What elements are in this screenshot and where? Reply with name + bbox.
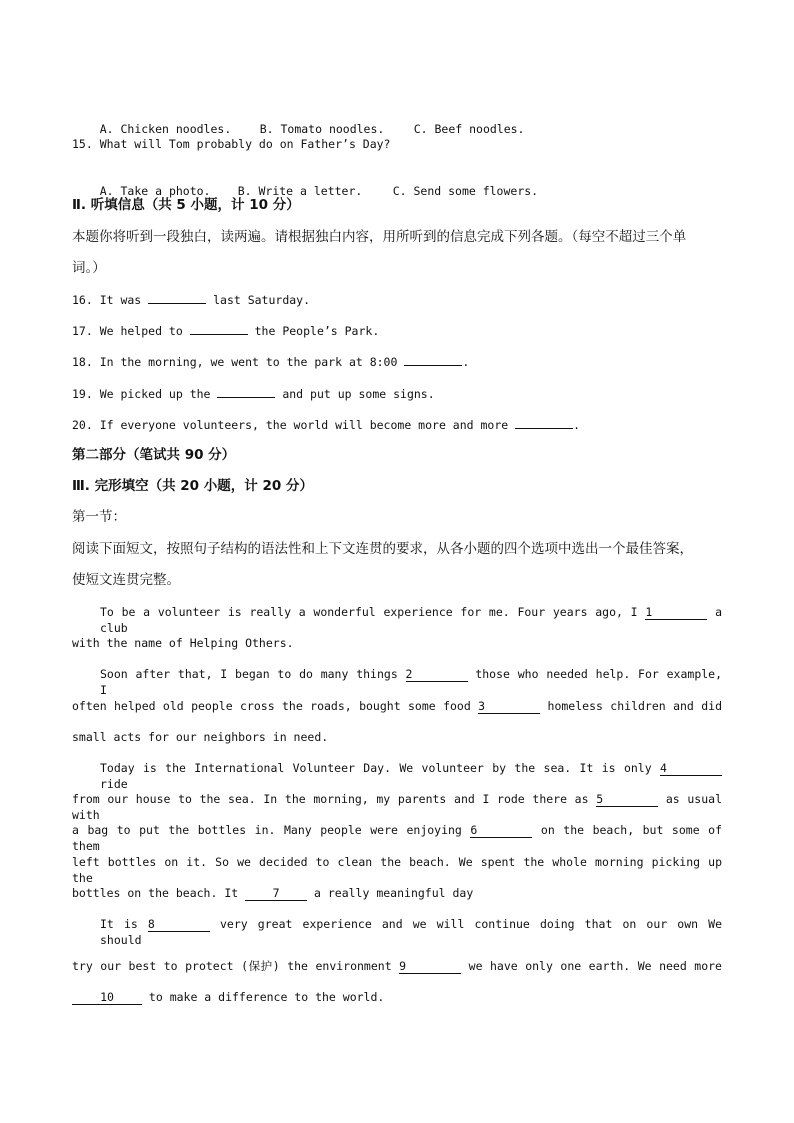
question-16 bbox=[72, 292, 310, 308]
answer-blank-17[interactable] bbox=[190, 334, 248, 335]
q15-option-b: B. Write a letter. bbox=[237, 184, 363, 198]
cloze-blank-10[interactable]: 10 bbox=[72, 990, 142, 1005]
passage-line bbox=[72, 958, 722, 974]
question-18-text-end: . bbox=[462, 355, 470, 369]
q15-option-c: C. Send some flowers. bbox=[392, 184, 539, 198]
passage-text: try our best to protect (保护) the environment bbox=[72, 959, 400, 973]
q14-option-c: C. Beef noodles. bbox=[413, 122, 525, 136]
section-3-instruction-line1: 阅读下面短文，按照句子结构的语法性和上下文连贯的要求，从各小题的四个选项中选出一个最佳答案， bbox=[72, 541, 693, 557]
passage-line bbox=[72, 885, 473, 901]
part-2-heading: 第二部分（笔试共 90 分） bbox=[72, 447, 236, 463]
passage-line bbox=[100, 916, 722, 948]
section-3-subheading: 第一节： bbox=[72, 509, 126, 525]
question-17 bbox=[72, 323, 379, 339]
section-2-heading: Ⅱ. 听填信息（共 5 小题，计 10 分） bbox=[72, 197, 300, 213]
cloze-blank-4[interactable]: 4 bbox=[660, 761, 722, 776]
section-3-heading: Ⅲ. 完形填空（共 20 小题，计 20 分） bbox=[72, 478, 313, 494]
question-18 bbox=[72, 354, 469, 370]
passage-line bbox=[72, 822, 722, 854]
passage-line bbox=[72, 791, 722, 823]
question-19-text-end: and put up some signs. bbox=[275, 387, 435, 401]
passage-text: on the beach, but some of them bbox=[72, 823, 722, 853]
passage-text: Soon after that, I began to do many things bbox=[100, 667, 406, 681]
passage-line bbox=[100, 666, 722, 698]
passage-line bbox=[100, 760, 722, 792]
cloze-blank-6[interactable]: 6 bbox=[470, 823, 532, 838]
section-3-instruction-line2: 使短文连贯完整。 bbox=[72, 572, 180, 588]
passage-line bbox=[72, 698, 722, 714]
passage-text: It is bbox=[100, 917, 148, 931]
answer-blank-19[interactable] bbox=[217, 397, 275, 398]
passage-text: often helped old people cross the roads, bought some food bbox=[72, 699, 479, 713]
passage-line bbox=[100, 604, 722, 636]
cloze-blank-5[interactable]: 5 bbox=[596, 792, 658, 807]
q15-option-a: A. Take a photo. bbox=[99, 184, 211, 198]
q15-stem: 15. What will Tom probably do on Father’s Day? bbox=[72, 137, 391, 151]
cloze-blank-1[interactable]: 1 bbox=[645, 605, 707, 620]
passage-text: To be a volunteer is really a wonderful experience for me. Four years ago, I bbox=[100, 605, 646, 619]
question-19-text: 19. We picked up the bbox=[72, 387, 218, 401]
passage-line bbox=[72, 989, 384, 1005]
question-17-text-end: the People’s Park. bbox=[247, 324, 380, 338]
passage-text: a club bbox=[100, 605, 722, 635]
cloze-blank-2[interactable]: 2 bbox=[406, 667, 468, 682]
question-20-text-end: . bbox=[573, 418, 581, 432]
passage-text: as usual with bbox=[72, 792, 722, 822]
section-2-instruction-line1: 本题你将听到一段独白，读两遍。请根据独白内容，用所听到的信息完成下列各题。（每空不超过三个单 bbox=[72, 229, 687, 245]
question-20 bbox=[72, 417, 580, 433]
cloze-blank-8[interactable]: 8 bbox=[148, 917, 210, 932]
passage-text: a really meaningful day bbox=[307, 886, 474, 900]
q14-option-b: B. Tomato noodles. bbox=[259, 122, 385, 136]
passage-text: a bag to put the bottles in. Many people were enjoying bbox=[72, 823, 471, 837]
passage-text: from our house to the sea. In the morning, my parents and I rode there as bbox=[72, 792, 597, 806]
passage-text: very great experience and we will continue doing that on our own We should bbox=[100, 917, 722, 947]
question-17-text: 17. We helped to bbox=[72, 324, 190, 338]
cloze-blank-3[interactable]: 3 bbox=[478, 699, 540, 714]
answer-blank-18[interactable] bbox=[404, 365, 462, 366]
passage-text: bottles on the beach. It bbox=[72, 886, 246, 900]
passage-text: we have only one earth. We need more bbox=[461, 959, 722, 973]
cloze-blank-7[interactable]: 7 bbox=[245, 886, 307, 901]
passage-text: ride bbox=[100, 777, 128, 791]
question-18-text: 18. In the morning, we went to the park at 8:00 bbox=[72, 355, 405, 369]
question-20-text: 20. If everyone volunteers, the world will become more and more bbox=[72, 418, 516, 432]
q14-option-a: A. Chicken noodles. bbox=[99, 122, 232, 136]
answer-blank-16[interactable] bbox=[148, 303, 206, 304]
question-16-text-end: last Saturday. bbox=[206, 293, 311, 307]
question-19 bbox=[72, 386, 435, 402]
section-2-instruction-line2: 词。） bbox=[72, 260, 106, 276]
passage-text: Today is the International Volunteer Day. We volunteer by the sea. It is only bbox=[100, 761, 660, 775]
passage-line: left bottles on it. So we decided to clean the beach. We spent the whole morning picking up the bbox=[72, 855, 722, 885]
answer-blank-20[interactable] bbox=[515, 428, 573, 429]
passage-line: with the name of Helping Others. bbox=[72, 636, 294, 650]
question-16-text: 16. It was bbox=[72, 293, 149, 307]
passage-line: small acts for our neighbors in need. bbox=[72, 730, 329, 744]
cloze-blank-9[interactable]: 9 bbox=[399, 959, 461, 974]
passage-text: those who needed help. For example, I bbox=[100, 667, 723, 697]
passage-text: homeless children and did bbox=[540, 699, 722, 713]
passage-text: to make a difference to the world. bbox=[142, 990, 385, 1004]
